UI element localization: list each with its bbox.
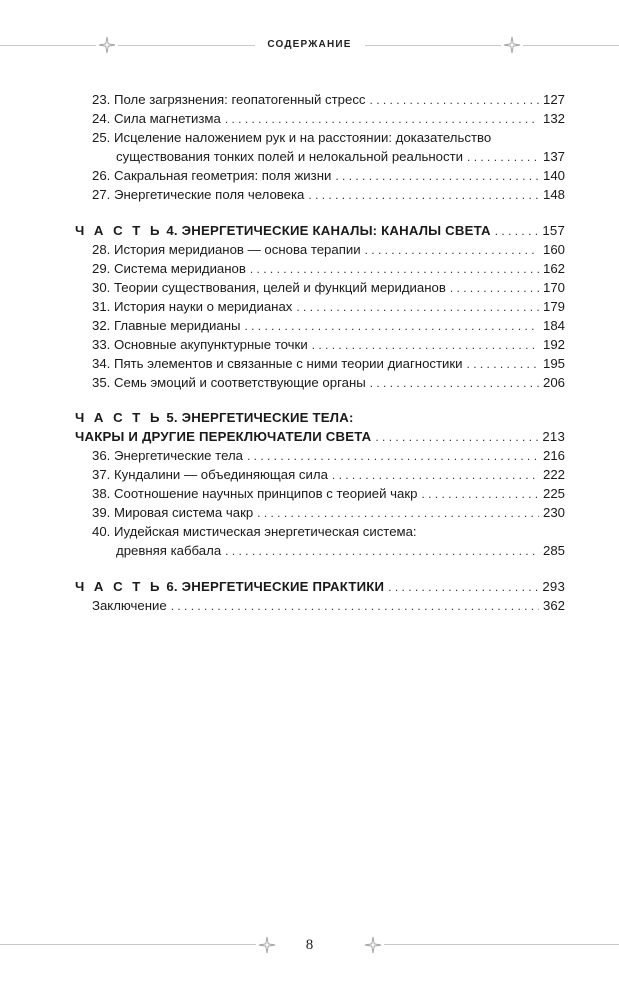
toc-entry[interactable] bbox=[92, 109, 565, 129]
toc-entry[interactable] bbox=[116, 147, 565, 167]
toc-entry-label: 39. Мировая система чакр bbox=[92, 505, 254, 520]
toc-entry-label[interactable]: 40. Иудейская мистическая энергетическая система: bbox=[92, 524, 417, 539]
page-title: СОДЕРЖАНИЕ bbox=[255, 39, 365, 50]
toc-entry[interactable] bbox=[92, 297, 565, 317]
toc-entry-page: 216 bbox=[542, 448, 565, 463]
toc-entry-label: 29. Система меридианов bbox=[92, 261, 246, 276]
toc-entry[interactable] bbox=[92, 354, 565, 374]
toc-part-heading[interactable] bbox=[75, 577, 565, 597]
toc-entry-page: 127 bbox=[542, 92, 565, 107]
toc-entry[interactable] bbox=[92, 465, 565, 485]
page-number: 8 bbox=[305, 937, 314, 953]
toc-entry[interactable] bbox=[92, 185, 565, 205]
toc-entry-page: 213 bbox=[542, 429, 565, 444]
part-prefix: Ч А С Т Ь bbox=[75, 410, 163, 425]
leader-dots bbox=[225, 110, 539, 129]
leader-dots bbox=[467, 355, 539, 374]
toc-entry-page: 192 bbox=[542, 337, 565, 352]
toc-entry-label[interactable]: 25. Исцеление наложением рук и на расстоянии: доказательство bbox=[92, 130, 492, 145]
leader-dots bbox=[375, 428, 538, 447]
toc-entry-label: 28. История меридианов — основа терапии bbox=[92, 242, 361, 257]
toc-entry-page: 160 bbox=[542, 242, 565, 257]
leader-dots bbox=[247, 447, 539, 466]
toc-entry-label: 36. Энергетические тела bbox=[92, 448, 243, 463]
toc-entry[interactable] bbox=[92, 316, 565, 336]
toc-entry-page: 148 bbox=[542, 187, 565, 202]
toc-entry-label: 30. Теории существования, целей и функций меридианов bbox=[92, 280, 446, 295]
part-title: 5. ЭНЕРГЕТИЧЕСКИЕ ТЕЛА: bbox=[166, 410, 354, 425]
toc-entry-page: 140 bbox=[542, 168, 565, 183]
leader-dots bbox=[225, 542, 539, 561]
part-title: 6. ЭНЕРГЕТИЧЕСКИЕ ПРАКТИКИ bbox=[166, 579, 385, 594]
toc-entry[interactable] bbox=[92, 166, 565, 186]
toc-entry-page: 162 bbox=[542, 261, 565, 276]
toc-entry-page: 222 bbox=[542, 467, 565, 482]
leader-dots bbox=[365, 241, 539, 260]
page-footer bbox=[0, 933, 619, 957]
leader-dots bbox=[495, 222, 539, 241]
toc-part-heading[interactable] bbox=[75, 221, 565, 241]
four-point-star-icon bbox=[503, 36, 521, 54]
header-rule-right bbox=[523, 45, 619, 46]
toc-entry[interactable] bbox=[92, 373, 565, 393]
leader-dots bbox=[171, 597, 539, 616]
header-rule-left bbox=[0, 45, 96, 46]
toc-entry-label: 38. Соотношение научных принципов с теорией чакр bbox=[92, 486, 418, 501]
toc-entry-label-continued: существования тонких полей и нелокальной реальности bbox=[116, 149, 464, 164]
toc-entry-label: 23. Поле загрязнения: геопатогенный стресс bbox=[92, 92, 366, 107]
toc-entry[interactable] bbox=[116, 541, 565, 561]
toc-entry-label: 26. Сакральная геометрия: поля жизни bbox=[92, 168, 332, 183]
toc-entry[interactable] bbox=[92, 259, 565, 279]
leader-dots bbox=[250, 260, 539, 279]
toc-entry-label: 35. Семь эмоций и соответствующие органы bbox=[92, 375, 366, 390]
leader-dots bbox=[244, 317, 539, 336]
leader-dots bbox=[467, 148, 539, 167]
toc-entry-page: 225 bbox=[542, 486, 565, 501]
toc-entry-label: 32. Главные меридианы bbox=[92, 318, 241, 333]
leader-dots bbox=[370, 91, 539, 110]
toc-entry[interactable] bbox=[92, 90, 565, 110]
toc-entry-label: 33. Основные акупунктурные точки bbox=[92, 337, 308, 352]
leader-dots bbox=[312, 336, 539, 355]
toc-entry-label: 34. Пять элементов и связанные с ними теории диагностики bbox=[92, 356, 463, 371]
toc-entry-page: 230 bbox=[542, 505, 565, 520]
toc-part-heading-continued[interactable] bbox=[75, 427, 565, 447]
toc-entry-label: 37. Кундалини — объединяющая сила bbox=[92, 467, 328, 482]
leader-dots bbox=[257, 504, 539, 523]
toc-entry[interactable] bbox=[92, 484, 565, 504]
leader-dots bbox=[308, 186, 539, 205]
leader-dots bbox=[450, 279, 539, 298]
toc-entry-page: 184 bbox=[542, 318, 565, 333]
toc-entry[interactable] bbox=[92, 503, 565, 523]
toc-entry-page: 137 bbox=[542, 149, 565, 164]
part-title: 4. ЭНЕРГЕТИЧЕСКИЕ КАНАЛЫ: КАНАЛЫ СВЕТА bbox=[166, 223, 491, 238]
toc-entry-page: 157 bbox=[542, 223, 565, 238]
toc-entry[interactable] bbox=[92, 596, 565, 616]
toc-entry-page: 132 bbox=[542, 111, 565, 126]
leader-dots bbox=[296, 298, 539, 317]
four-point-star-icon bbox=[98, 36, 116, 54]
toc-entry-page: 179 bbox=[542, 299, 565, 314]
page-header bbox=[0, 36, 619, 56]
toc-part-heading[interactable] bbox=[75, 408, 354, 427]
leader-dots bbox=[388, 578, 538, 597]
toc-entry-label: 31. История науки о меридианах bbox=[92, 299, 293, 314]
toc-entry[interactable] bbox=[92, 240, 565, 260]
leader-dots bbox=[332, 466, 539, 485]
toc-entry-label: 27. Энергетические поля человека bbox=[92, 187, 305, 202]
toc-entry-page: 362 bbox=[542, 598, 565, 613]
toc-entry-page: 285 bbox=[542, 543, 565, 558]
toc-entry-page: 206 bbox=[542, 375, 565, 390]
toc-entry[interactable] bbox=[92, 335, 565, 355]
part-prefix: Ч А С Т Ь bbox=[75, 579, 163, 594]
part-title-continued: ЧАКРЫ И ДРУГИЕ ПЕРЕКЛЮЧАТЕЛИ СВЕТА bbox=[75, 429, 372, 444]
toc-entry-label-continued: древняя каббала bbox=[116, 543, 222, 558]
toc-entry-label: Заключение bbox=[92, 598, 167, 613]
toc-entry-label: 24. Сила магнетизма bbox=[92, 111, 221, 126]
leader-dots bbox=[421, 485, 539, 504]
leader-dots bbox=[370, 374, 539, 393]
toc-entry-page: 170 bbox=[542, 280, 565, 295]
toc-entry[interactable] bbox=[92, 446, 565, 466]
leader-dots bbox=[335, 167, 539, 186]
toc-entry-page: 195 bbox=[542, 356, 565, 371]
toc-entry[interactable] bbox=[92, 278, 565, 298]
toc-entry-page: 293 bbox=[542, 579, 565, 594]
part-prefix: Ч А С Т Ь bbox=[75, 223, 163, 238]
